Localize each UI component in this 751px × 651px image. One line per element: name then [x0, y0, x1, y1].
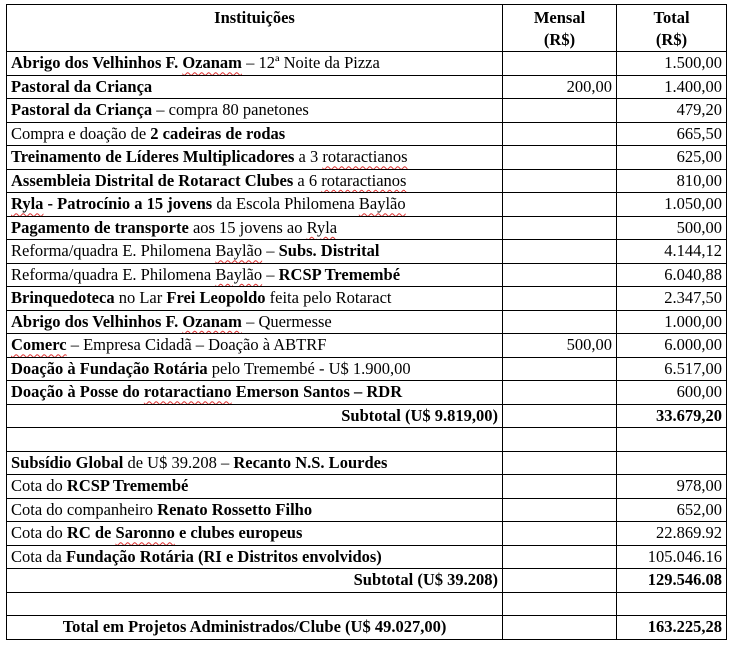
desc-part: Cota do companheiro — [11, 499, 158, 519]
mensal-cell: 500,00 — [503, 334, 617, 358]
institution-cell — [7, 99, 503, 123]
donations-table — [6, 4, 727, 640]
header-instituicoes: Instituições — [7, 5, 503, 52]
mensal-cell — [503, 522, 617, 546]
mensal-cell — [503, 451, 617, 475]
desc-part: Frei Leopoldo — [166, 288, 266, 308]
institution-cell — [7, 52, 503, 76]
mensal-cell — [503, 475, 617, 499]
desc-part: Cota da — [11, 546, 66, 566]
table-row — [7, 451, 727, 475]
desc-part: rotaractianos — [322, 147, 408, 167]
subtotal-row-2-total: 129.546.08 — [617, 569, 727, 593]
desc-part: Abrigo dos Velhinhos F. — [11, 311, 183, 331]
subtotal-row-label: Subtotal (U$ 9.819,00) — [7, 404, 503, 428]
desc-part: Baylão — [215, 241, 263, 261]
mensal-cell — [503, 240, 617, 264]
desc-part: RC de — [66, 523, 116, 543]
desc-part: RCSP Tremembé — [66, 476, 189, 496]
table-row — [7, 52, 727, 76]
header-mensal: Mensal (R$) — [503, 5, 617, 52]
desc-part: Baylão — [215, 264, 263, 284]
desc-part: Reforma/quadra E. Philomena — [11, 241, 216, 261]
mensal-cell — [503, 193, 617, 217]
institution-cell — [7, 357, 503, 381]
subtotal-row-2 — [7, 569, 727, 593]
grand-total-row-label: Total em Projetos Administrados/Clube (U$ 49.027,00) — [7, 616, 503, 640]
table-row — [7, 287, 727, 311]
desc-part: Baylão — [358, 194, 406, 214]
table-row — [7, 122, 727, 146]
total-cell: 2.347,50 — [617, 287, 727, 311]
total-cell: 22.869.92 — [617, 522, 727, 546]
institution-cell — [7, 146, 503, 170]
desc-part: a 6 — [293, 170, 322, 190]
table-row — [7, 334, 727, 358]
institution-cell — [7, 451, 503, 475]
total-cell: 1.400,00 — [617, 75, 727, 99]
mensal-cell — [503, 310, 617, 334]
total-cell: 6.517,00 — [617, 357, 727, 381]
mensal-cell — [503, 545, 617, 569]
desc-part: – — [262, 264, 279, 284]
desc-part: a 3 — [294, 147, 323, 167]
total-cell: 500,00 — [617, 216, 727, 240]
desc-part: da Escola Philomena — [212, 194, 359, 214]
institution-cell — [7, 381, 503, 405]
desc-part: Emerson Santos – RDR — [231, 382, 403, 402]
institution-cell — [7, 334, 503, 358]
desc-part: Doação à Posse do — [11, 382, 144, 402]
institution-cell — [7, 169, 503, 193]
table-row — [7, 381, 727, 405]
desc-part: – Empresa Cidadã – Doação à ABTRF — [66, 335, 327, 355]
blank-row — [7, 428, 727, 452]
institution-cell — [7, 216, 503, 240]
desc-part: Pastoral da Criança — [11, 100, 153, 120]
mensal-cell — [503, 99, 617, 123]
table-row — [7, 99, 727, 123]
desc-part: (RI e Distritos envolvidos) — [198, 546, 382, 566]
desc-part: Ozanam — [182, 53, 242, 73]
desc-part: Ozanam — [182, 311, 242, 331]
institution-cell — [7, 498, 503, 522]
mensal-cell — [503, 381, 617, 405]
desc-part: Subs. Distrital — [278, 241, 380, 261]
table-row — [7, 146, 727, 170]
desc-part: Pastoral da Criança — [11, 76, 153, 96]
blank-cell — [617, 428, 727, 452]
total-cell: 600,00 — [617, 381, 727, 405]
blank-cell — [503, 428, 617, 452]
desc-part: Subsídio Global — [11, 452, 124, 472]
total-cell: 1.500,00 — [617, 52, 727, 76]
desc-part: – Quermesse — [241, 311, 332, 331]
desc-part: e clubes europeus — [174, 523, 303, 543]
desc-part: Ryla — [306, 217, 338, 237]
institution-cell — [7, 310, 503, 334]
desc-part: Saronno — [115, 523, 175, 543]
table-row — [7, 522, 727, 546]
desc-part: Renato Rossetto Filho — [157, 499, 313, 519]
total-cell: 665,50 — [617, 122, 727, 146]
table-row — [7, 357, 727, 381]
desc-part: Recanto N.S. Lourdes — [233, 452, 388, 472]
mensal-cell — [503, 146, 617, 170]
grand-total-row-mensal — [503, 616, 617, 640]
table-row — [7, 75, 727, 99]
table-row — [7, 545, 727, 569]
desc-part: Compra e doação de — [11, 123, 151, 143]
desc-part: Abrigo dos Velhinhos F. — [11, 53, 183, 73]
institution-cell — [7, 545, 503, 569]
total-cell: 6.000,00 — [617, 334, 727, 358]
mensal-cell — [503, 263, 617, 287]
header-row — [7, 5, 727, 52]
desc-part: – 12ª Noite da Pizza — [241, 53, 380, 73]
table-row — [7, 240, 727, 264]
institution-cell — [7, 475, 503, 499]
mensal-cell — [503, 216, 617, 240]
grand-total-row — [7, 616, 727, 640]
desc-part: – — [262, 241, 279, 261]
header-total: Total (R$) — [617, 5, 727, 52]
table-row — [7, 310, 727, 334]
table-row — [7, 169, 727, 193]
table-row — [7, 475, 727, 499]
total-cell: 652,00 — [617, 498, 727, 522]
desc-part: Assembleia Distrital de Rotaract Clubes — [11, 170, 294, 190]
desc-part: aos 15 jovens ao — [188, 217, 307, 237]
desc-part: Comerc — [11, 335, 67, 355]
table-row — [7, 193, 727, 217]
institution-cell — [7, 240, 503, 264]
total-cell: 105.046.16 — [617, 545, 727, 569]
desc-part: Brinquedoteca — [11, 288, 115, 308]
institution-cell — [7, 263, 503, 287]
desc-part: de U$ 39.208 – — [123, 452, 234, 472]
total-cell: 1.000,00 — [617, 310, 727, 334]
desc-part: rotaractianos — [321, 170, 407, 190]
mensal-cell: 200,00 — [503, 75, 617, 99]
institution-cell — [7, 122, 503, 146]
total-cell: 625,00 — [617, 146, 727, 170]
desc-part: Cota do — [11, 476, 67, 496]
desc-part: feita pelo Rotaract — [265, 288, 392, 308]
total-cell: 1.050,00 — [617, 193, 727, 217]
total-cell: 810,00 — [617, 169, 727, 193]
desc-part: - Patrocínio a 15 jovens — [43, 194, 213, 214]
desc-part: 2 cadeiras de rodas — [150, 123, 286, 143]
total-cell: 6.040,88 — [617, 263, 727, 287]
mensal-cell — [503, 498, 617, 522]
total-cell: 479,20 — [617, 99, 727, 123]
total-cell — [617, 451, 727, 475]
mensal-cell — [503, 122, 617, 146]
subtotal-row-2-label: Subtotal (U$ 39.208) — [7, 569, 503, 593]
subtotal-row — [7, 404, 727, 428]
mensal-cell — [503, 287, 617, 311]
table-row — [7, 498, 727, 522]
blank-cell — [503, 592, 617, 616]
blank-cell — [617, 592, 727, 616]
institution-cell — [7, 193, 503, 217]
institution-cell — [7, 522, 503, 546]
blank-cell — [7, 428, 503, 452]
subtotal-row-total: 33.679,20 — [617, 404, 727, 428]
desc-part: Reforma/quadra E. Philomena — [11, 264, 216, 284]
desc-part: pelo Tremembé - U$ 1.900,00 — [207, 358, 411, 378]
mensal-cell — [503, 52, 617, 76]
blank-cell — [7, 592, 503, 616]
desc-part: – compra 80 panetones — [152, 100, 309, 120]
desc-part: Doação à Fundação Rotária — [11, 358, 208, 378]
grand-total-row-total: 163.225,28 — [617, 616, 727, 640]
table-row — [7, 263, 727, 287]
total-cell: 4.144,12 — [617, 240, 727, 264]
total-cell: 978,00 — [617, 475, 727, 499]
desc-part: Treinamento de Líderes Multiplicadores — [11, 147, 295, 167]
desc-part: Pagamento de transporte — [11, 217, 189, 237]
institution-cell — [7, 287, 503, 311]
table-row — [7, 216, 727, 240]
subtotal-row-mensal — [503, 404, 617, 428]
mensal-cell — [503, 169, 617, 193]
desc-part: rotaractiano — [143, 382, 232, 402]
subtotal-row-2-mensal — [503, 569, 617, 593]
desc-part: no Lar — [114, 288, 167, 308]
mensal-cell — [503, 357, 617, 381]
desc-part: Cota do — [11, 523, 67, 543]
desc-part: Fundação Rotária — [66, 546, 194, 566]
desc-part: RCSP Tremembé — [278, 264, 401, 284]
blank-row — [7, 592, 727, 616]
desc-part: Ryla — [11, 194, 44, 214]
institution-cell — [7, 75, 503, 99]
